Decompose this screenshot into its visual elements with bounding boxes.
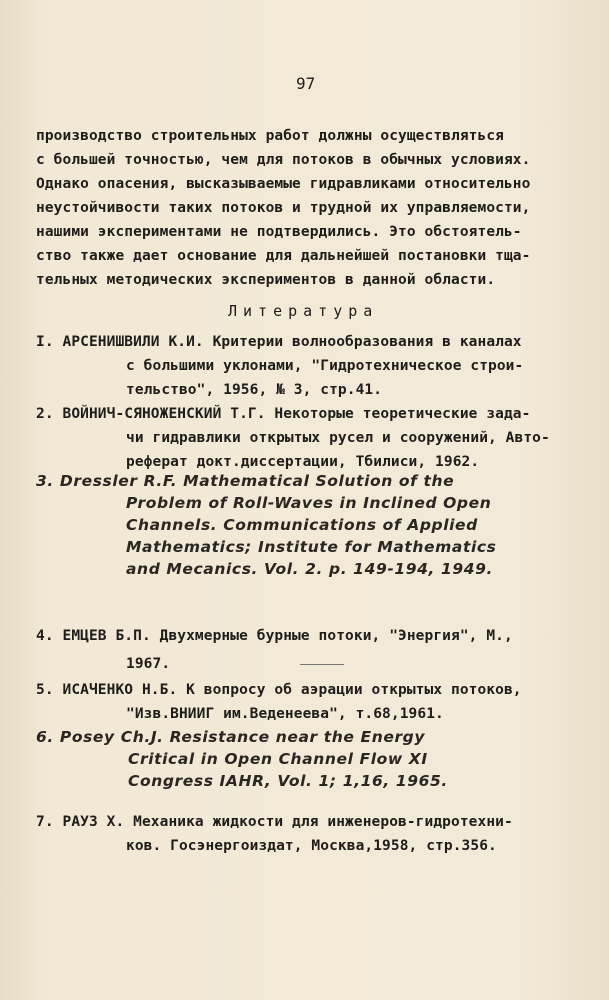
pencil-mark [300,664,344,665]
body-line: неустойчивости таких потоков и трудной их управляемости, [36,200,531,216]
body-line: с большей точностью, чем для потоков в обычных условиях. [36,152,531,168]
reference-line: ков. Госэнергоиздат, Москва,1958, стр.356. [126,838,497,854]
reference-line: 1967. [126,656,171,672]
reference-line: 4. ЕМЦЕВ Б.П. Двухмерные бурные потоки, "Энергия", М., [36,628,513,644]
body-line: ство также дает основание для дальнейшей постановки тща- [36,248,531,264]
reference-line: чи гидравлики открытых русел и сооружений, Авто- [126,430,550,446]
reference-line: 5. ИСАЧЕНКО Н.Б. К вопросу об аэрации открытых потоков, [36,682,522,698]
reference-line: "Изв.ВНИИГ им.Веденеева", т.68,1961. [126,706,444,722]
body-line: Однако опасения, высказываемые гидравликами относительно [36,176,531,192]
handwritten-reference-line: 3. Dressler R.F. Mathematical Solution of the [36,472,455,490]
handwritten-reference-line: Mathematics; Institute for Mathematics [126,538,497,556]
reference-line: тельство", 1956, № 3, стр.41. [126,382,383,398]
handwritten-reference-line: and Mecanics. Vol. 2. p. 149-194, 1949. [126,560,494,578]
reference-line: с большими уклонами, "Гидротехническое строи- [126,358,524,374]
section-heading: Литература [228,302,379,320]
reference-line: реферат докт.диссертации, Тбилиси, 1962. [126,454,480,470]
handwritten-reference-line: Problem of Roll-Waves in Inclined Open [126,494,492,512]
body-line: нашими экспериментами не подтвердились. Это обстоятель- [36,224,522,240]
handwritten-reference-line: 6. Posey Ch.J. Resistance near the Energy [36,728,426,746]
handwritten-reference-line: Channels. Communications of Applied [126,516,478,534]
body-line: производство строительных работ должны осуществляться [36,128,504,144]
page-number: 97 [296,74,316,93]
handwritten-reference-line: Critical in Open Channel Flow XI [128,750,428,768]
reference-line: I. АРСЕНИШВИЛИ К.И. Критерии волнообразования в каналах [36,334,522,350]
body-line: тельных методических экспериментов в данной области. [36,272,496,288]
handwritten-reference-line: Congress IAHR, Vol. 1; 1,16, 1965. [128,772,448,790]
reference-line: 7. РАУЗ Х. Механика жидкости для инженеров-гидротехни- [36,814,513,830]
reference-line: 2. ВОЙНИЧ-СЯНОЖЕНСКИЙ Т.Г. Некоторые теоретические зада- [36,406,531,422]
